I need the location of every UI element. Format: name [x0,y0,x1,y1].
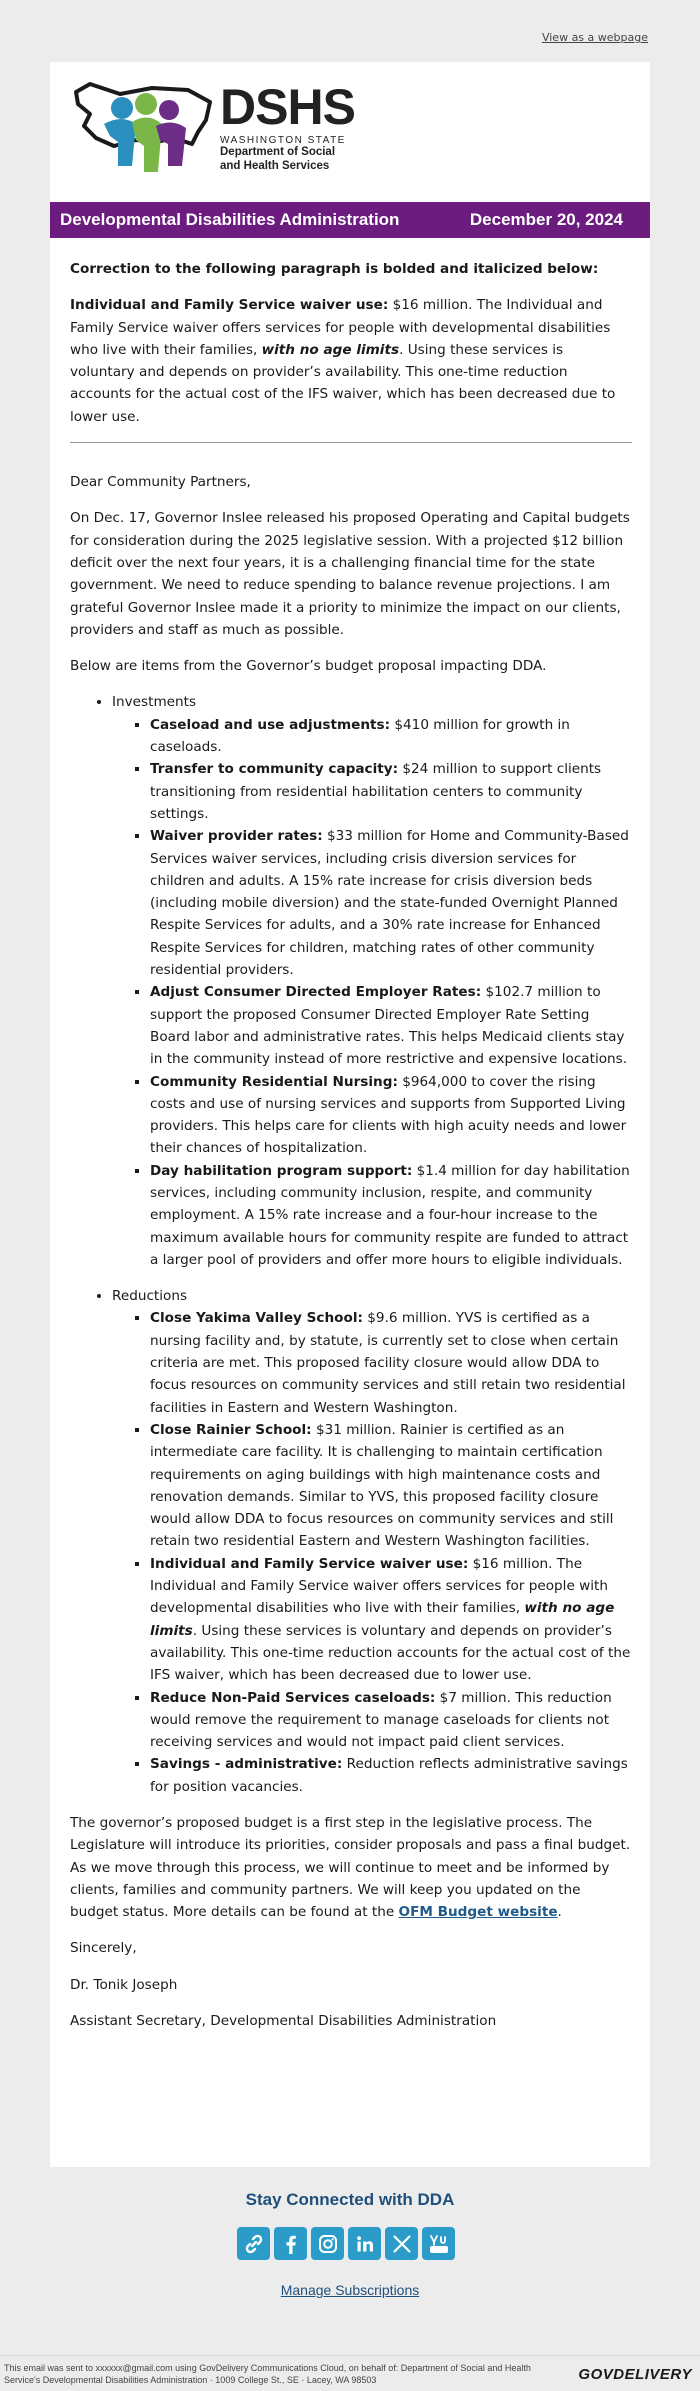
list-item: ▪ Day habilitation program support: $1.4 million for day habilitation services, including community inclusion, respite, and community employment. A 15% rate increase and a four-hour increase to the maximum available hours for community respite are funded to attract a larger pool of providers and offer more hours to eligible individuals. [150,1160,632,1271]
view-as-webpage-link[interactable]: View as a webpage [541,31,648,44]
investments-label: Investments [112,694,197,711]
investments-section [112,691,632,1271]
signer-title: Assistant Secretary, Developmental Disabilities Administration [70,2013,497,2030]
stay-connected-heading: Stay Connected with DDA [245,2190,455,2209]
investments-list [150,714,632,1271]
x-icon[interactable] [385,2227,418,2260]
social-icons [237,2227,455,2260]
email-body [70,258,632,2046]
list-item: ▪ Community Residential Nursing: $964,000 to cover the rising costs and use of nursing services and supports from Supported Living providers. This helps care for clients with high acuity needs and lower their chances of hospitalization. [150,1071,632,1160]
list-item: ▪ Waiver provider rates: $33 million for Home and Community-Based Services waiver services, including crisis diversion services for children and adults. A 15% rate increase for crisis diversion beds (including mobile diversion) and the state-funded Overnight Planned Respite Services for adults, and a 30% rate increase for Enhanced Respite Services for children, matching rates of other community residential providers. [150,825,632,981]
correction-heading: Correction to the following paragraph is bolded and italicized below: [70,261,599,277]
banner-date: December 20, 2024 [469,210,623,229]
govdelivery-logo: GOVDELIVERY [578,2366,692,2383]
list-item: ▪ Individual and Family Service waiver use: $16 million. The Individual and Family Service waiver offers services for people with developmental disabilities who live with their families, with no age limits. Using these services is voluntary and depends on provider’s availability. This one-time reduction accounts for the actual cost of the IFS waiver, which has been decreased due to lower use. [150,1553,632,1687]
banner-division: Developmental Disabilities Administration [60,210,400,229]
items-intro: Below are items from the Governor’s budget proposal impacting DDA. [70,658,547,675]
reductions-section [112,1285,632,1798]
budget-list [112,691,632,1798]
washington-people-icon [70,80,215,176]
ofm-budget-link[interactable]: OFM Budget website [398,1904,558,1921]
dshs-logo [70,80,370,200]
intro-paragraph: On Dec. 17, Governor Inslee released his proposed Operating and Capital budgets for consideration during the 2025 legislative session. With a projected $12 billion deficit over the next four years, it is a challenging financial time for the state government. We need to reduce spending to balance revenue projections. I am grateful Governor Inslee made it a priority to minimize the impact on our clients, providers and staff as much as possible. [70,510,630,638]
closing-paragraph: The governor’s proposed budget is a first step in the legislative process. The Legislature will introduce its priorities, consider proposals and pass a final budget. As we move through this process, we will continue to meet and be informed by clients, families and community partners. We will keep you updated on the budget status. More details can be found at the OFM Budget website. [70,1815,631,1921]
correction-emphasis: with no age limits [261,341,400,358]
greeting: Dear Community Partners, [70,474,251,491]
reductions-label: Reductions [112,1288,188,1305]
instagram-icon[interactable] [311,2227,344,2260]
facebook-icon[interactable] [274,2227,307,2260]
link-icon[interactable] [237,2227,270,2260]
correction-text2: . Using these services is voluntary and depends on provider’s availability. This one-time reduction accounts for the actual cost of the IFS waiver, which has been decreased due to lower use. [70,341,616,425]
correction-paragraph [70,294,632,428]
list-item: ▪ Caseload and use adjustments: $410 million for growth in caseloads. [150,714,632,759]
signer-name: Dr. Tonik Joseph [70,1976,178,1993]
header-banner [50,202,650,238]
correction-lead: Individual and Family Service waiver use: [70,297,389,314]
list-item: ▪ Close Yakima Valley School: $9.6 million. YVS is certified as a nursing facility and, by statute, is currently set to close when certain criteria are met. This proposed facility closure would allow DDA to focus resources on community services and still retain two residential facilities in Eastern and Western Washington. [150,1307,632,1418]
youtube-icon[interactable] [422,2227,455,2260]
list-item: ▪ Savings - administrative: Reduction reflects administrative savings for position vacancies. [150,1753,632,1798]
manage-subscriptions-link[interactable]: Manage Subscriptions [280,2282,420,2298]
top-bar [0,0,700,60]
reductions-list [150,1307,632,1798]
logo-state: WASHINGTON STATE [220,135,346,146]
signoff: Sincerely, [70,1940,137,1957]
logo-text [220,79,355,174]
divider [70,442,632,443]
list-item: ▪ Transfer to community capacity: $24 million to support clients transitioning from residential habilitation centers to community settings. [150,758,632,825]
list-item: ▪ Close Rainier School: $31 million. Rainier is certified as an intermediate care facility. It is challenging to maintain certification requirements on aging buildings with high maintenance costs and renovation demands. Similar to YVS, this proposed facility closure would allow DDA to focus resources on community services and still retain two residential Eastern and Western Washington facilities. [150,1419,632,1553]
footer-text: This email was sent to xxxxxx@gmail.com using GovDelivery Communications Cloud, on behalf of: Department of Social and Health Service's Developmental Disabilities Administration · 1009 College St., SE · Lacey, WA 98503 [4,2363,531,2385]
email-card [50,62,650,2167]
list-item: ▪ Adjust Consumer Directed Employer Rates: $102.7 million to support the proposed Consumer Directed Employer Rate Setting Board labor and administrative rates. This helps Medicaid clients stay in the community instead of more restrictive and expensive locations. [150,981,632,1070]
list-item: ▪ Reduce Non-Paid Services caseloads: $7 million. This reduction would remove the requirement to manage caseloads for clients not receiving services and would not impact paid client services. [150,1687,632,1754]
logo-dshs: DSHS [220,79,355,135]
footer [0,2355,700,2391]
linkedin-icon[interactable] [348,2227,381,2260]
correction-text1: $16 million. The Individual and Family Service waiver offers services for people with developmental disabilities who live with their families, [70,297,611,358]
logo-dept-line1: Department of Social [220,146,336,158]
logo-dept-line2: and Health Services [220,159,330,172]
